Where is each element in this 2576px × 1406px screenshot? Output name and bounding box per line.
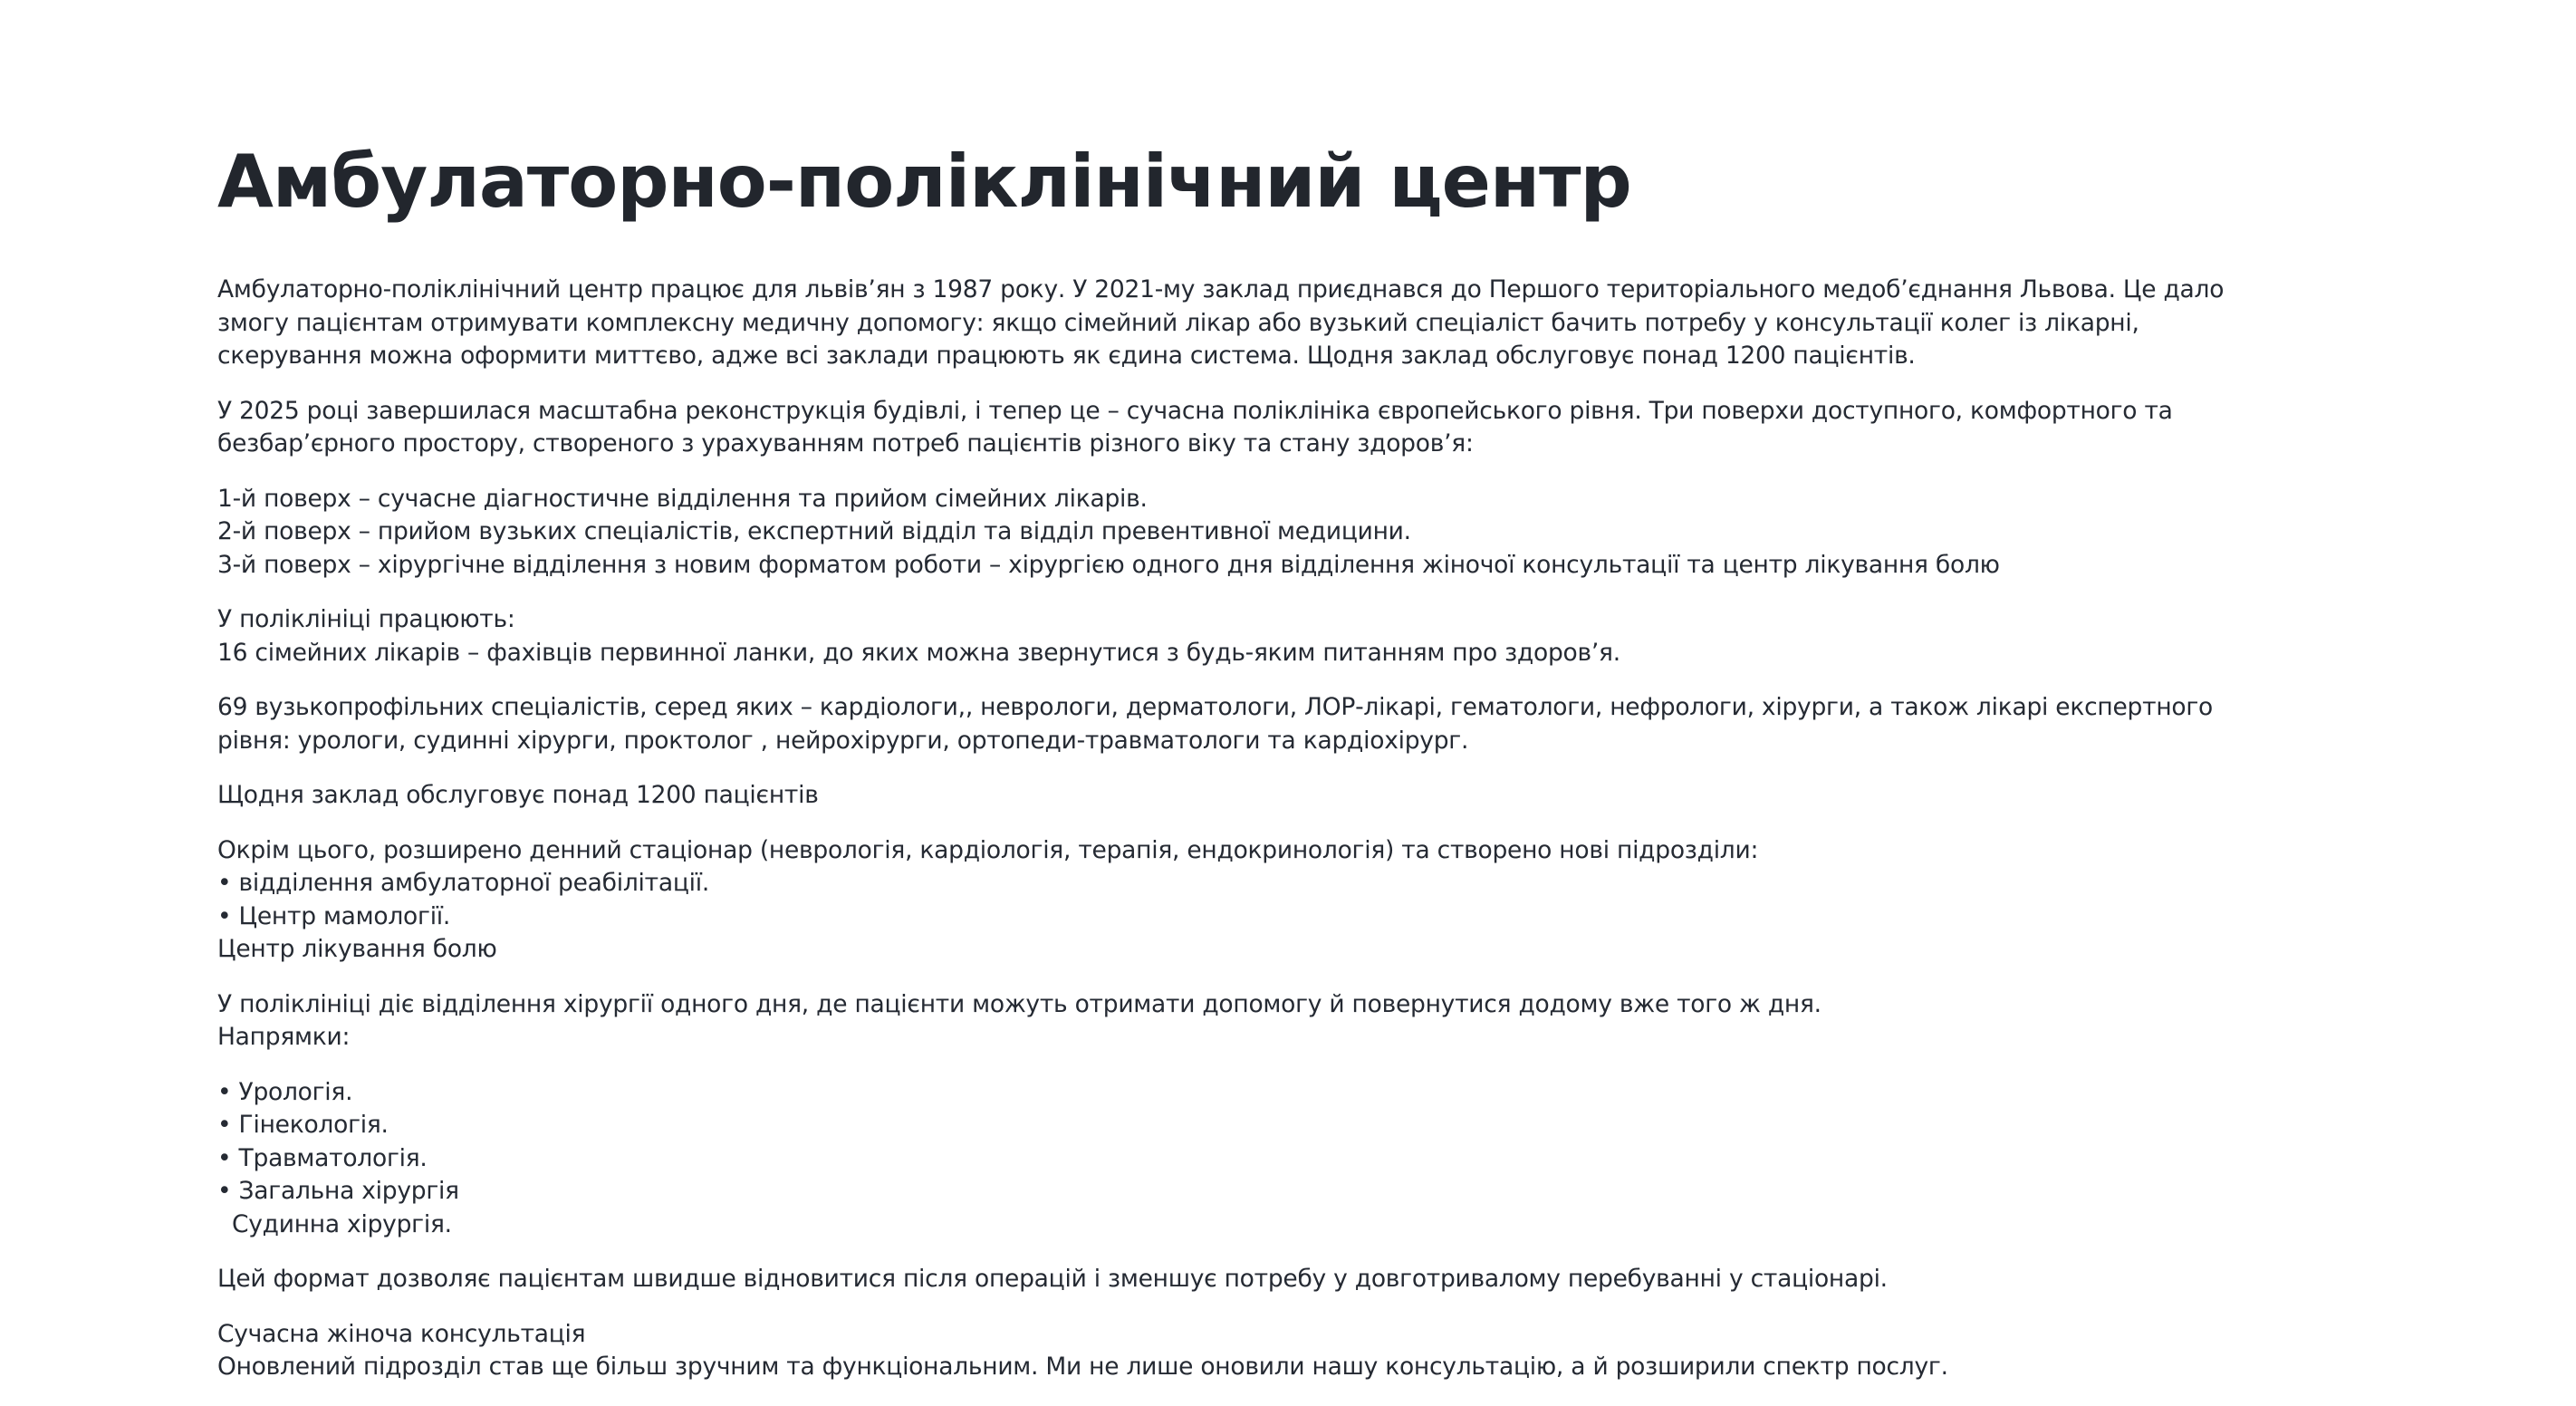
text-line: Цей формат дозволяє пацієнтам швидше відновитися після операцій і зменшує потребу у довготривалому перебуванні у стаціонарі. xyxy=(217,1265,1888,1293)
paragraph-staff xyxy=(217,603,2373,669)
paragraph-specialists xyxy=(217,691,2373,757)
paragraph-reconstruction xyxy=(217,395,2373,461)
paragraph-floors xyxy=(217,483,2373,583)
list-item: • Урологія. xyxy=(217,1077,353,1106)
text-line: У 2025 році завершилася масштабна реконструкція будівлі, і тепер це – сучасна поліклініка європейського рівня. Три поверхи доступного, комфортного та xyxy=(217,396,2173,425)
paragraph-format xyxy=(217,1263,2373,1296)
surgery-directions-list xyxy=(217,1076,2373,1242)
paragraph-womens-consultation xyxy=(217,1318,2373,1384)
text-line: 69 вузькопрофільних спеціалістів, серед яких – кардіологи,, неврологи, дерматологи, ЛОР-лікарі, гематологи, нефрологи, хірурги, а також лікарі експертного xyxy=(217,693,2213,721)
text-line: Напрямки: xyxy=(217,1023,351,1051)
floor-line: 2-й поверх – прийом вузьких спеціалістів, експертний відділ та відділ превентивної медицини. xyxy=(217,517,1411,545)
list-item: • відділення амбулаторної реабілітації. xyxy=(217,869,710,897)
text-line: Центр лікування болю xyxy=(217,935,497,963)
text-line: Оновлений підрозділ став ще більш зручним та функціональним. Ми не лише оновили нашу консультацію, а й розширили спектр послуг. xyxy=(217,1353,1948,1381)
text-line: безбар’єрного простору, створеного з урахуванням потреб пацієнтів різного віку та стану здоров’я: xyxy=(217,429,1474,457)
text-line: Щодня заклад обслуговує понад 1200 пацієнтів xyxy=(217,781,819,809)
text-line: У поліклініці діє відділення хірургії одного дня, де пацієнти можуть отримати допомогу й повернутися додому вже того ж дня. xyxy=(217,989,1821,1018)
paragraph-intro xyxy=(217,274,2373,373)
text-line: скерування можна оформити миттєво, адже всі заклади працюють як єдина система. Щодня заклад обслуговує понад 1200 пацієнтів. xyxy=(217,342,1916,370)
page-title: Амбулаторно-поліклінічний центр xyxy=(217,140,1631,224)
text-line: Амбулаторно-поліклінічний центр працює для львів’ян з 1987 року. У 2021-му заклад приєднався до Першого територіального медоб’єднання Львова. Це дало xyxy=(217,275,2225,303)
text-line: Окрім цього, розширено денний стаціонар (неврологія, кардіологія, терапія, ендокринологія) та створено нові підрозділи: xyxy=(217,835,1759,864)
list-item: • Центр мамології. xyxy=(217,901,451,930)
list-item: Судинна хірургія. xyxy=(232,1209,452,1238)
text-line: рівня: урологи, судинні хірурги, проктолог , нейрохірурги, ортопеди-травматологи та кардіохірург. xyxy=(217,726,1469,755)
text-line: Сучасна жіноча консультація xyxy=(217,1319,586,1348)
text-line: 16 сімейних лікарів – фахівців первинної ланки, до яких можна звернутися з будь-яким питанням про здоров’я. xyxy=(217,638,1620,667)
list-item: • Травматологія. xyxy=(217,1143,428,1172)
paragraph-daily-patients xyxy=(217,779,2373,813)
list-item: • Загальна хірургія xyxy=(217,1177,459,1205)
paragraph-day-surgery xyxy=(217,988,2373,1054)
text-line: У поліклініці працюють: xyxy=(217,605,515,633)
text-line: змогу пацієнтам отримувати комплексну медичну допомогу: якщо сімейний лікар або вузький спеціаліст бачить потребу у консультації колег із лікарні, xyxy=(217,308,2139,337)
paragraph-new-units xyxy=(217,834,2373,967)
floor-line: 1-й поверх – сучасне діагностичне відділення та прийом сімейних лікарів. xyxy=(217,484,1148,513)
article xyxy=(217,132,2373,1406)
floor-line: 3-й поверх – хірургічне відділення з новим форматом роботи – хірургією одного дня відділення жіночої консультації та центр лікування болю xyxy=(217,550,2000,579)
list-item: • Гінекологія. xyxy=(217,1111,389,1139)
